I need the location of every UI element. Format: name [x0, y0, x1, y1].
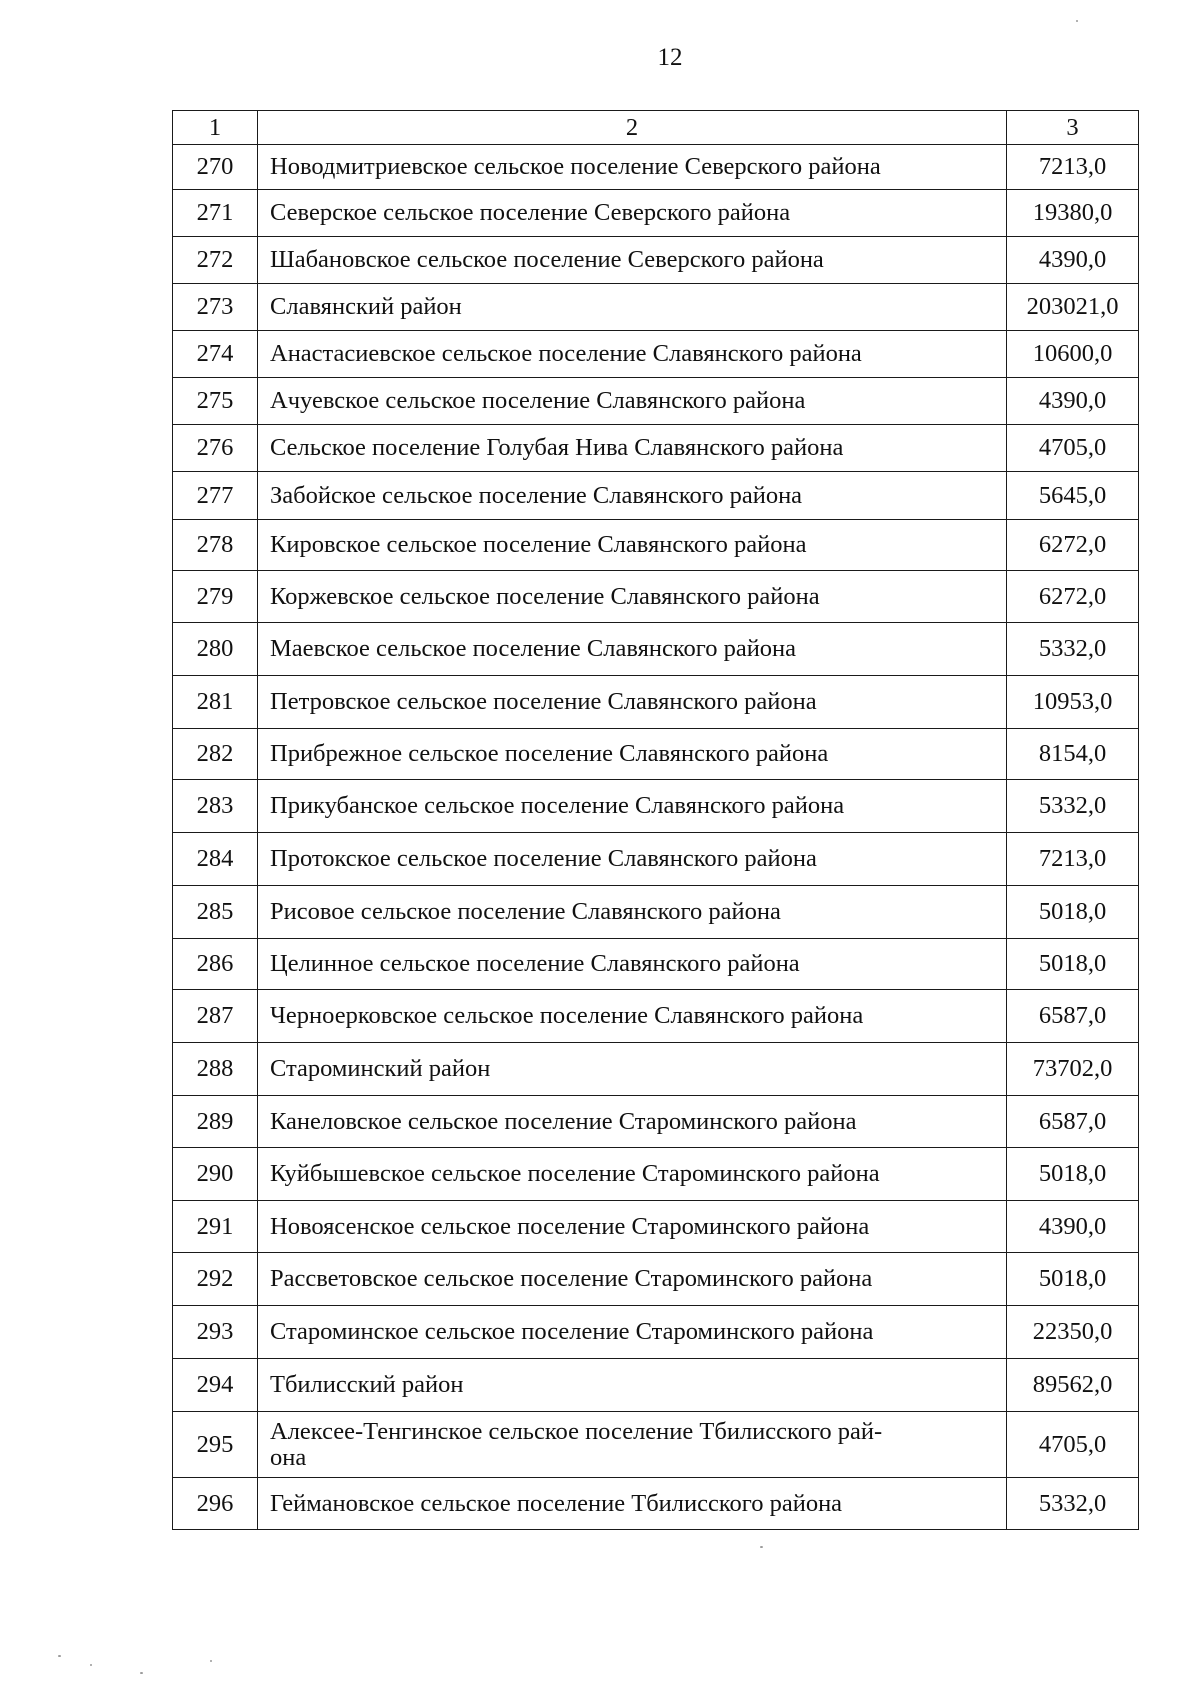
table-row	[173, 1478, 1139, 1530]
table-row	[173, 833, 1139, 886]
table-row	[173, 1043, 1139, 1096]
header-col-3: 3	[1007, 111, 1139, 145]
table-row	[173, 780, 1139, 833]
row-number: 292	[173, 1253, 258, 1306]
row-number: 280	[173, 623, 258, 676]
scan-speck	[140, 1672, 143, 1674]
municipality-name: Рассветовское сельское поселение Староминского района	[258, 1253, 1007, 1306]
row-number: 296	[173, 1478, 258, 1530]
amount-value: 4390,0	[1007, 237, 1139, 284]
scan-speck	[760, 1546, 763, 1548]
amount-value: 6587,0	[1007, 1096, 1139, 1148]
table-row	[173, 425, 1139, 472]
amount-value: 5018,0	[1007, 1253, 1139, 1306]
table-row	[173, 1148, 1139, 1201]
amount-value: 4390,0	[1007, 378, 1139, 425]
amount-value: 4705,0	[1007, 425, 1139, 472]
table-row	[173, 676, 1139, 729]
municipality-name: Тбилисский район	[258, 1359, 1007, 1412]
municipality-name: Черноерковское сельское поселение Славянского района	[258, 990, 1007, 1043]
table-row	[173, 237, 1139, 284]
municipality-name: Алексее-Тенгинское сельское поселение Тбилисского рай- она	[258, 1412, 1007, 1478]
amount-value: 73702,0	[1007, 1043, 1139, 1096]
table-header-row	[173, 111, 1139, 145]
amount-value: 5332,0	[1007, 780, 1139, 833]
table-row	[173, 472, 1139, 520]
amount-value: 22350,0	[1007, 1306, 1139, 1359]
table-row	[173, 623, 1139, 676]
municipality-name: Новоясенское сельское поселение Староминского района	[258, 1201, 1007, 1253]
amount-value: 10600,0	[1007, 331, 1139, 378]
amount-value: 6272,0	[1007, 520, 1139, 571]
municipality-name: Маевское сельское поселение Славянского района	[258, 623, 1007, 676]
row-number: 278	[173, 520, 258, 571]
row-number: 275	[173, 378, 258, 425]
table-row	[173, 1359, 1139, 1412]
municipality-name: Геймановское сельское поселение Тбилисского района	[258, 1478, 1007, 1530]
row-number: 286	[173, 939, 258, 990]
municipality-name: Протокское сельское поселение Славянского района	[258, 833, 1007, 886]
municipality-name: Староминское сельское поселение Староминского района	[258, 1306, 1007, 1359]
row-number: 294	[173, 1359, 258, 1412]
amount-value: 6272,0	[1007, 571, 1139, 623]
amount-value: 4705,0	[1007, 1412, 1139, 1478]
table-row	[173, 939, 1139, 990]
municipality-name: Целинное сельское поселение Славянского района	[258, 939, 1007, 990]
row-number: 283	[173, 780, 258, 833]
header-col-1: 1	[173, 111, 258, 145]
municipality-name: Северское сельское поселение Северского района	[258, 190, 1007, 237]
amount-value: 19380,0	[1007, 190, 1139, 237]
municipality-name: Коржевское сельское поселение Славянского района	[258, 571, 1007, 623]
row-number: 277	[173, 472, 258, 520]
row-number: 276	[173, 425, 258, 472]
amount-value: 8154,0	[1007, 729, 1139, 780]
amount-value: 5332,0	[1007, 1478, 1139, 1530]
table-row	[173, 331, 1139, 378]
table-row	[173, 1412, 1139, 1478]
scan-speck	[58, 1655, 61, 1657]
municipality-name: Новодмитриевское сельское поселение Северского района	[258, 145, 1007, 190]
row-number: 290	[173, 1148, 258, 1201]
table-row	[173, 1253, 1139, 1306]
table-row	[173, 1306, 1139, 1359]
row-number: 289	[173, 1096, 258, 1148]
municipality-name: Сельское поселение Голубая Нива Славянского района	[258, 425, 1007, 472]
amount-value: 6587,0	[1007, 990, 1139, 1043]
row-number: 274	[173, 331, 258, 378]
row-number: 295	[173, 1412, 258, 1478]
municipality-name: Староминский район	[258, 1043, 1007, 1096]
municipality-name: Куйбышевское сельское поселение Староминского района	[258, 1148, 1007, 1201]
table-row	[173, 284, 1139, 331]
table-row	[173, 886, 1139, 939]
allocation-table	[172, 110, 1139, 1530]
row-number: 273	[173, 284, 258, 331]
amount-value: 5332,0	[1007, 623, 1139, 676]
row-number: 282	[173, 729, 258, 780]
table-row	[173, 145, 1139, 190]
row-number: 288	[173, 1043, 258, 1096]
table-row	[173, 729, 1139, 780]
row-number: 287	[173, 990, 258, 1043]
row-number: 272	[173, 237, 258, 284]
amount-value: 7213,0	[1007, 145, 1139, 190]
scan-speck	[90, 1664, 92, 1666]
municipality-name: Забойское сельское поселение Славянского района	[258, 472, 1007, 520]
scan-speck	[1076, 20, 1078, 22]
municipality-name: Славянский район	[258, 284, 1007, 331]
table-row	[173, 520, 1139, 571]
municipality-name: Ачуевское сельское поселение Славянского района	[258, 378, 1007, 425]
amount-value: 5018,0	[1007, 1148, 1139, 1201]
municipality-name: Петровское сельское поселение Славянского района	[258, 676, 1007, 729]
amount-value: 203021,0	[1007, 284, 1139, 331]
table-row	[173, 1201, 1139, 1253]
amount-value: 5645,0	[1007, 472, 1139, 520]
amount-value: 10953,0	[1007, 676, 1139, 729]
row-number: 270	[173, 145, 258, 190]
row-number: 293	[173, 1306, 258, 1359]
amount-value: 5018,0	[1007, 939, 1139, 990]
row-number: 285	[173, 886, 258, 939]
row-number: 284	[173, 833, 258, 886]
scan-speck	[210, 1660, 212, 1662]
table-row	[173, 990, 1139, 1043]
row-number: 291	[173, 1201, 258, 1253]
header-col-2: 2	[258, 111, 1007, 145]
row-number: 271	[173, 190, 258, 237]
municipality-name: Шабановское сельское поселение Северского района	[258, 237, 1007, 284]
municipality-name: Прибрежное сельское поселение Славянского района	[258, 729, 1007, 780]
amount-value: 89562,0	[1007, 1359, 1139, 1412]
table-row	[173, 190, 1139, 237]
amount-value: 4390,0	[1007, 1201, 1139, 1253]
municipality-name: Анастасиевское сельское поселение Славянского района	[258, 331, 1007, 378]
table-row	[173, 1096, 1139, 1148]
municipality-name: Кировское сельское поселение Славянского района	[258, 520, 1007, 571]
table-row	[173, 571, 1139, 623]
table-body	[173, 145, 1139, 1530]
page-number: 12	[657, 44, 683, 71]
municipality-name: Рисовое сельское поселение Славянского района	[258, 886, 1007, 939]
row-number: 279	[173, 571, 258, 623]
amount-value: 7213,0	[1007, 833, 1139, 886]
row-number: 281	[173, 676, 258, 729]
table-row	[173, 378, 1139, 425]
amount-value: 5018,0	[1007, 886, 1139, 939]
municipality-name: Прикубанское сельское поселение Славянского района	[258, 780, 1007, 833]
municipality-name: Канеловское сельское поселение Староминского района	[258, 1096, 1007, 1148]
